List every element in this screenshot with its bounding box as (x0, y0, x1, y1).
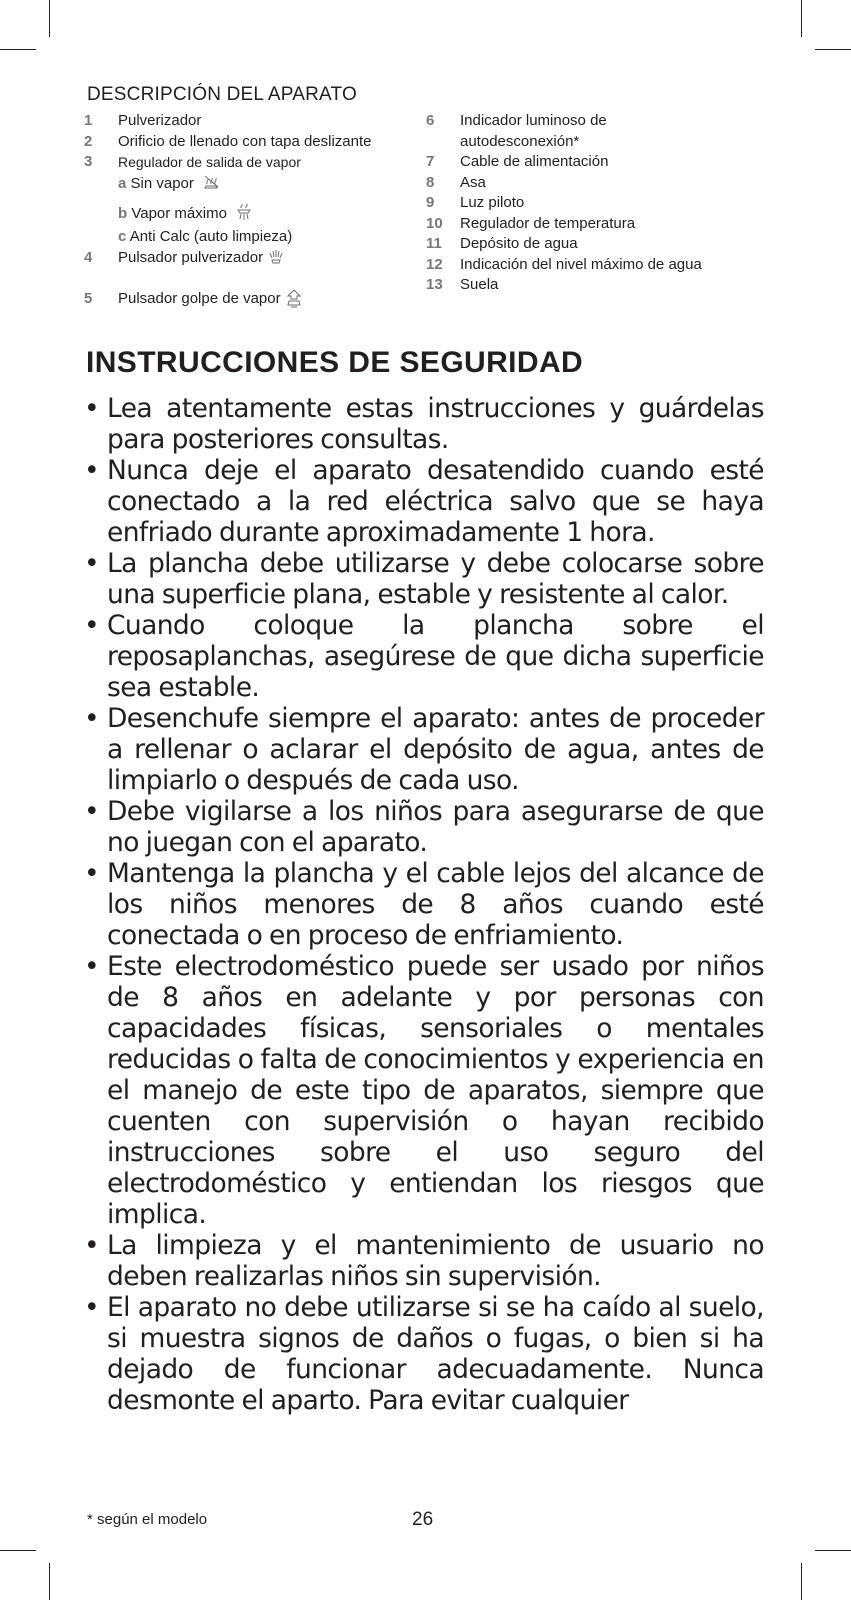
part-label: Regulador de salida de vapor (118, 154, 301, 170)
parts-list-left (84, 111, 424, 316)
safety-instruction (84, 951, 764, 1230)
part-item (84, 111, 424, 132)
crop-mark-top-right-horizontal (815, 49, 851, 50)
part-item (426, 193, 786, 214)
safety-instructions-list (84, 393, 764, 1416)
part-item (84, 248, 424, 273)
instruction-text: Cuando coloque la plancha sobre el reposaplanchas, asegúrese de que dicha superficie sea estable. (107, 610, 764, 703)
part-number: 8 (426, 173, 435, 191)
part-number: 9 (426, 194, 435, 211)
part-item (426, 173, 786, 194)
description-title: DESCRIPCIÓN DEL APARATO (87, 84, 357, 105)
safety-instruction (84, 1230, 764, 1292)
bullet: • (84, 455, 100, 486)
part-number: 7 (426, 153, 435, 170)
part-number: 1 (84, 112, 93, 129)
part-subitem (84, 173, 424, 198)
crop-mark-bottom-right-horizontal (815, 1550, 851, 1551)
part-label: Asa (460, 173, 486, 191)
page-number: 26 (412, 1509, 434, 1530)
footnote: * según el modelo (87, 1511, 208, 1528)
part-subitem (84, 227, 424, 248)
part-item (84, 152, 424, 173)
part-label: Pulsador pulverizador (118, 248, 264, 266)
part-item (426, 214, 786, 235)
safety-instruction (84, 858, 764, 951)
subitem-label: Sin vapor (130, 174, 194, 192)
part-label: Pulverizador (118, 112, 202, 129)
part-number: 5 (84, 290, 93, 307)
part-label: Depósito de agua (460, 235, 578, 252)
part-item (84, 289, 424, 316)
max-steam-icon (235, 203, 253, 228)
part-number: 10 (426, 214, 443, 232)
instruction-text: La limpieza y el mantenimiento de usuario no deben realizarlas niños sin supervisión. (107, 1230, 764, 1292)
part-label: Pulsador golpe de vapor (118, 290, 281, 307)
part-label: Indicador luminoso de (460, 112, 607, 129)
part-label: Indicación del nivel máximo de agua (460, 255, 702, 273)
instruction-text: Desenchufe siempre el aparato: antes de proceder a rellenar o aclarar el depósito de agua, antes de limpiarlo o después de cada uso. (107, 703, 764, 796)
instruction-text: El aparato no debe utilizarse si se ha caído al suelo, si muestra signos de daños o fugas, o bien si ha dejado de funcionar adecuadamente. Nunca desmonte el aparto. Para evitar cualquier (107, 1292, 764, 1416)
parts-list-right (426, 111, 786, 296)
subitem-letter: a (118, 174, 127, 192)
no-steam-icon (202, 173, 220, 198)
instruction-text: Mantenga la plancha y el cable lejos del alcance de los niños menores de 8 años cuando esté conectada o en proceso de enfriamiento. (107, 858, 764, 951)
bullet: • (84, 1292, 100, 1323)
crop-mark-bottom-left-vertical (49, 1563, 50, 1600)
safety-instruction (84, 455, 764, 548)
safety-instruction (84, 610, 764, 703)
bullet: • (84, 610, 100, 641)
subitem-label: Anti Calc (auto limpieza) (129, 228, 293, 245)
bullet: • (84, 951, 100, 982)
safety-instruction (84, 703, 764, 796)
part-item (426, 255, 786, 276)
instruction-text: Lea atentamente estas instrucciones y guárdelas para posteriores consultas. (107, 393, 764, 455)
part-item (426, 275, 786, 296)
part-number: 11 (426, 235, 442, 252)
crop-mark-top-right-vertical (801, 0, 802, 37)
bullet: • (84, 1230, 100, 1261)
part-label: Cable de alimentación (460, 153, 609, 170)
instruction-text: Debe vigilarse a los niños para asegurarse de que no juegan con el aparato. (107, 796, 764, 858)
safety-instruction (84, 393, 764, 455)
safety-title: INSTRUCCIONES DE SEGURIDAD (86, 346, 584, 379)
bullet: • (84, 796, 100, 827)
part-item (426, 111, 786, 132)
instruction-text: Nunca deje el aparato desatendido cuando esté conectado a la red eléctrica salvo que se haya enfriado durante aproximadamente 1 hora. (107, 455, 764, 548)
crop-mark-bottom-right-vertical (801, 1563, 802, 1600)
part-item (84, 132, 424, 153)
part-number: 12 (426, 255, 443, 273)
instruction-text: La plancha debe utilizarse y debe colocarse sobre una superficie plana, estable y resistente al calor. (107, 548, 764, 610)
safety-instruction (84, 548, 764, 610)
bullet: • (84, 393, 100, 424)
subitem-letter: b (118, 204, 128, 222)
steam-burst-icon (285, 289, 303, 316)
spray-icon (267, 248, 285, 273)
part-number: 6 (426, 112, 435, 129)
bullet: • (84, 858, 100, 889)
part-label: Orificio de llenado con tapa deslizante (118, 132, 372, 150)
part-number: 2 (84, 132, 93, 150)
part-item (426, 234, 786, 255)
part-item (426, 152, 786, 173)
part-number: 3 (84, 153, 93, 170)
crop-mark-top-left-vertical (49, 0, 50, 37)
bullet: • (84, 548, 100, 579)
part-number: 13 (426, 276, 443, 293)
safety-instruction (84, 796, 764, 858)
crop-mark-top-left-horizontal (0, 49, 36, 50)
subitem-letter: c (118, 228, 127, 245)
part-subitem (84, 203, 424, 228)
part-number: 4 (84, 248, 93, 266)
part-label: Suela (460, 276, 499, 293)
safety-instruction (84, 1292, 764, 1416)
bullet: • (84, 703, 100, 734)
part-label: Luz piloto (460, 194, 525, 211)
instruction-text: Este electrodoméstico puede ser usado por niños de 8 años en adelante y por personas con capacidades físicas, sensoriales o mentales reducidas o falta de conocimientos y experiencia en el manejo de este tipo de aparatos, siempre que cuenten con supervisión o hayan recibido instrucciones sobre el uso seguro del electrodoméstico y entiendan los riesgos que implica. (107, 951, 764, 1230)
part-label-continuation: autodesconexión* (460, 132, 580, 150)
subitem-label: Vapor máximo (131, 204, 227, 222)
crop-mark-bottom-left-horizontal (0, 1550, 36, 1551)
part-label: Regulador de temperatura (460, 214, 636, 232)
